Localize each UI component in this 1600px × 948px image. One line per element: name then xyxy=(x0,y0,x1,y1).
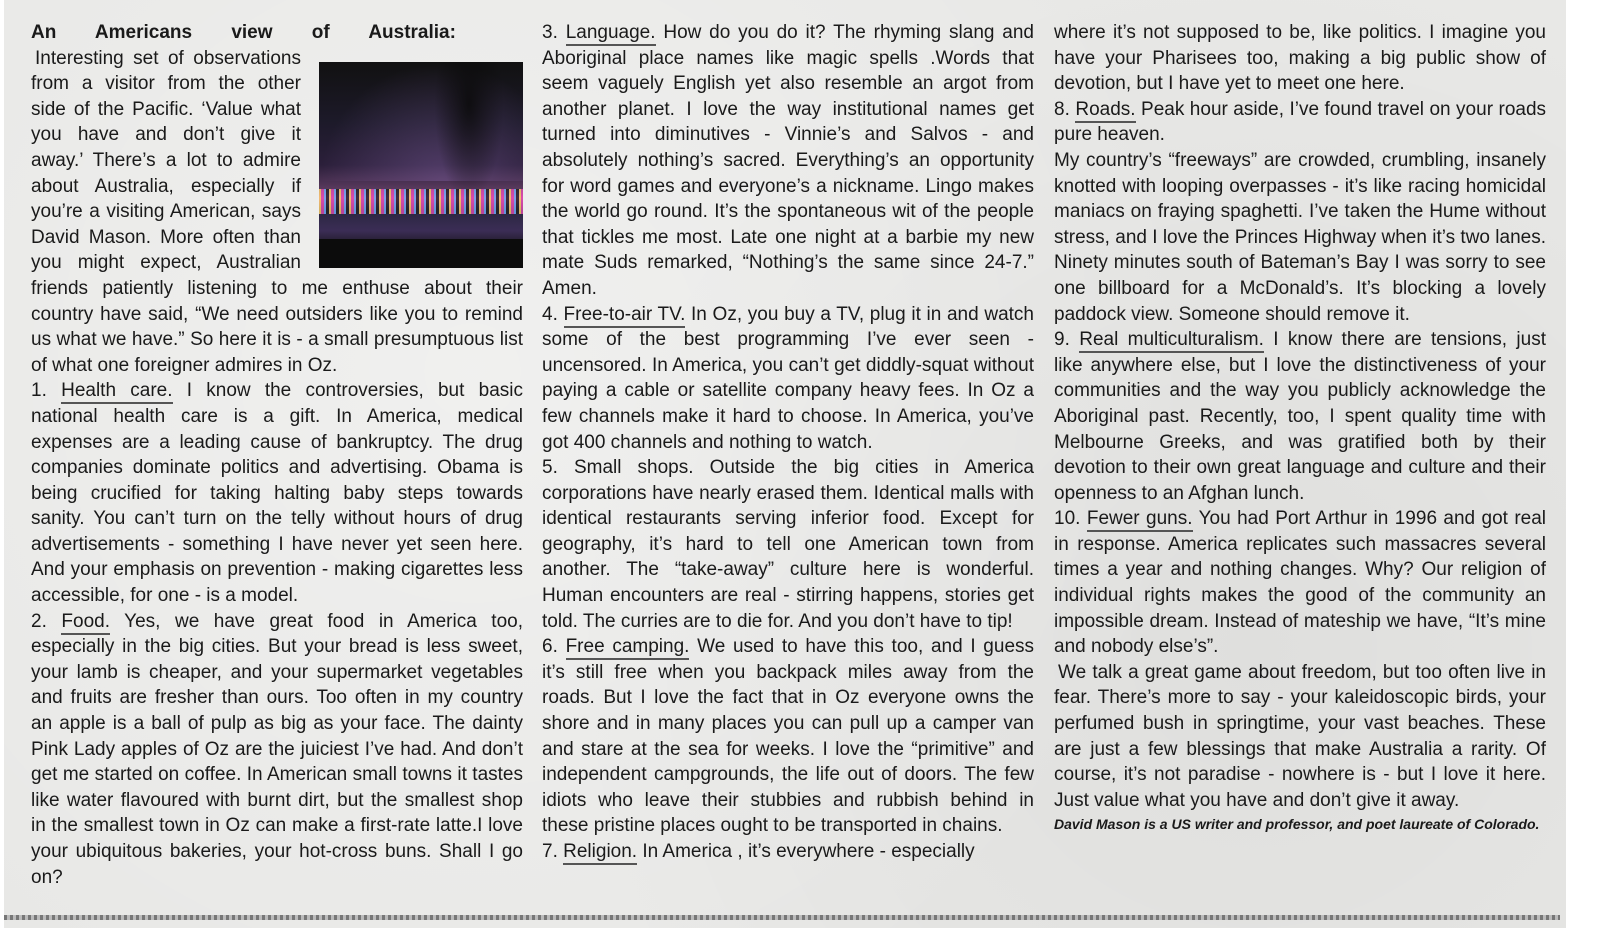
item-number: 5. xyxy=(542,457,558,479)
item-text: In America , it’s everywhere - especially xyxy=(642,841,975,862)
item-number: 2. xyxy=(31,610,47,632)
skyline-photo xyxy=(319,62,523,268)
item-label: Free camping. xyxy=(566,636,690,660)
item-3 xyxy=(542,20,1034,302)
item-text: How do you do it? The rhyming slang and Aboriginal place names like magic spells .Words that seem vaguely English yet also resemble an argot from another planet. I love the way institutional names get turned into diminutives - Vinnie’s and Salvos - and absolutely nothing’s sacred. Everything’s an opportunity for word games and everyone’s a nickname. Lingo makes the world go round. It’s the spontaneous wit of the people that tickles me most. Late one night at a barbie my new mate Suds remarked, “Nothing’s the same since 24-7.” Amen. xyxy=(542,22,1034,299)
newspaper-clipping xyxy=(4,0,1566,928)
item-label: Real multiculturalism. xyxy=(1079,329,1264,353)
column-2 xyxy=(542,20,1034,912)
item-text: Peak hour aside, I’ve found travel on your roads pure heaven. xyxy=(1054,98,1546,146)
item-label: Language. xyxy=(566,22,656,46)
item-text: I know there are tensions, just like anywhere else, but I love the distinctiveness of your communities and the way you publicly acknowledge the Aboriginal past. Recently, too, I spent quality time with Melbourne Greeks, and was gratified both by their devotion to their own great language and culture and their openness to an Afghan lunch. xyxy=(1054,329,1546,504)
item-number: 9. xyxy=(1054,329,1070,351)
item-text: You had Port Arthur in 1996 and got real in response. America replicates such massacres several times a year and nothing changes. Why? Our religion of individual rights makes the good of the community an impossible dream. Instead of mateship we have, “It’s mine and nobody else’s”. xyxy=(1054,508,1546,658)
item-text: Outside the big cities in America corporations have nearly erased them. Identical malls with identical restaurants serving inferior food. Except for geography, it’s hard to tell one American town from another. The “take-away” culture here is wonderful. Human encounters are real - stirring happens, stories get told. The curries are to die for. And you don’t have to tip! xyxy=(542,457,1034,632)
author-credit: David Mason is a US writer and professor, and poet laureate of Colorado. xyxy=(1054,816,1540,833)
item-number: 6. xyxy=(542,636,558,658)
item-2 xyxy=(31,609,523,891)
item-label: Health care. xyxy=(61,380,172,404)
column-1 xyxy=(31,20,523,912)
article-intro: Interesting set of observations from a visitor from the other side of the Pacific. ‘Value what you have and don’t give it away.’ There’s a lot to admire about Australia, especially if you’re a visiting American, says David Mason. More often than you might expect, Australian friends patiently listening to me enthuse about their country have said, “We need outsiders like you to remind us what we have.” So here it is - a small presumptuous list of what one foreigner admires in Oz. xyxy=(31,47,523,376)
item-7 xyxy=(542,839,1034,865)
closing-paragraph: We talk a great game about freedom, but too often live in fear. There’s more to say - your kaleidoscopic birds, your perfumed bush in springtime, your vast beaches. These are just a few blessings that make Australia a rarity. Of course, it’s not paradise - nowhere is - but I love it here. Just value what you have and don’t give it away. xyxy=(1054,661,1546,811)
item-number: 7. xyxy=(542,841,558,862)
item-text: I know the controversies, but basic national health care is a gift. In America, medical expenses are a leading cause of bankruptcy. The drug companies dominate politics and advertising. Obama is being crucified for taking halting baby steps towards sanity. You can’t turn on the telly without hours of drug advertisements - something I have never yet seen here. And your emphasis on prevention - making cigarettes less accessible, for one - is a model. xyxy=(31,380,523,607)
article-title: An Americans view of Australia: xyxy=(31,22,456,43)
item-label: Roads. xyxy=(1075,99,1135,123)
item-number: 8. xyxy=(1054,98,1070,120)
column-3 xyxy=(1054,20,1546,912)
item-4 xyxy=(542,302,1034,456)
item-label: Small shops. xyxy=(573,457,694,479)
item-label: Food. xyxy=(61,611,110,635)
item-number: 4. xyxy=(542,303,558,325)
item-label: Religion. xyxy=(563,841,637,865)
item-1 xyxy=(31,378,523,608)
item-text: We used to have this too, and I guess it’s still free when you backpack miles away from the roads. But I love the fact that in Oz everyone owns the shore and in many places you can pull up a camper van and stare at the sea for weeks. I love the “primitive” and independent campgrounds, the life out of doors. The few idiots who leave their stubbies and rubbish behind in these pristine places ought to be transported in chains. xyxy=(542,636,1034,837)
item-label: Fewer guns. xyxy=(1087,508,1193,532)
bottom-rule xyxy=(4,915,1560,920)
item-number: 10. xyxy=(1054,508,1081,530)
item-8 xyxy=(1054,97,1546,148)
item-9 xyxy=(1054,327,1546,506)
item-text: In Oz, you buy a TV, plug it in and watch some of the best programming I’ve ever seen - uncensored. In America, you can’t get diddly-squat without paying a cable or satellite company heavy fees. In Oz a few channels make it hard to choose. In America, you’ve got 400 channels and nothing to watch. xyxy=(542,303,1034,453)
item-8-extra: My country’s “freeways” are crowded, crumbling, insanely knotted with looping overpasses - it’s like racing homicidal maniacs on fraying spaghetti. I’ve taken the Hume without stress, and I love the Princes Highway when it’s two lanes. Ninety minutes south of Bateman’s Bay I was sorry to see one billboard for a McDonald’s. It’s blocking a lovely paddock view. Someone should remove it. xyxy=(1054,149,1546,325)
item-5 xyxy=(542,455,1034,634)
item-10 xyxy=(1054,506,1546,660)
item-number: 1. xyxy=(31,380,47,402)
item-label: Free-to-air TV. xyxy=(564,304,686,328)
item-text: Yes, we have great food in America too, especially in the big cities. But your bread is less sweet, your lamb is cheaper, and your supermarket vegetables and fruits are fresher than ours. Too often in my country an apple is a ball of pulp as big as your face. The dainty Pink Lady apples of Oz are the juiciest I’ve had. And don’t get me started on coffee. In American small towns it tastes like water flavoured with burnt dirt, but the smallest shop in the smallest town in Oz can make a first-rate latte.I love your ubiquitous bakeries, your hot-cross buns. Shall I go on? xyxy=(31,610,523,888)
item-number: 3. xyxy=(542,22,558,43)
item-7-continued: where it’s not supposed to be, like politics. I imagine you have your Pharisees too, making a big public show of devotion, but I have yet to meet one here. xyxy=(1054,22,1546,95)
item-6 xyxy=(542,634,1034,839)
